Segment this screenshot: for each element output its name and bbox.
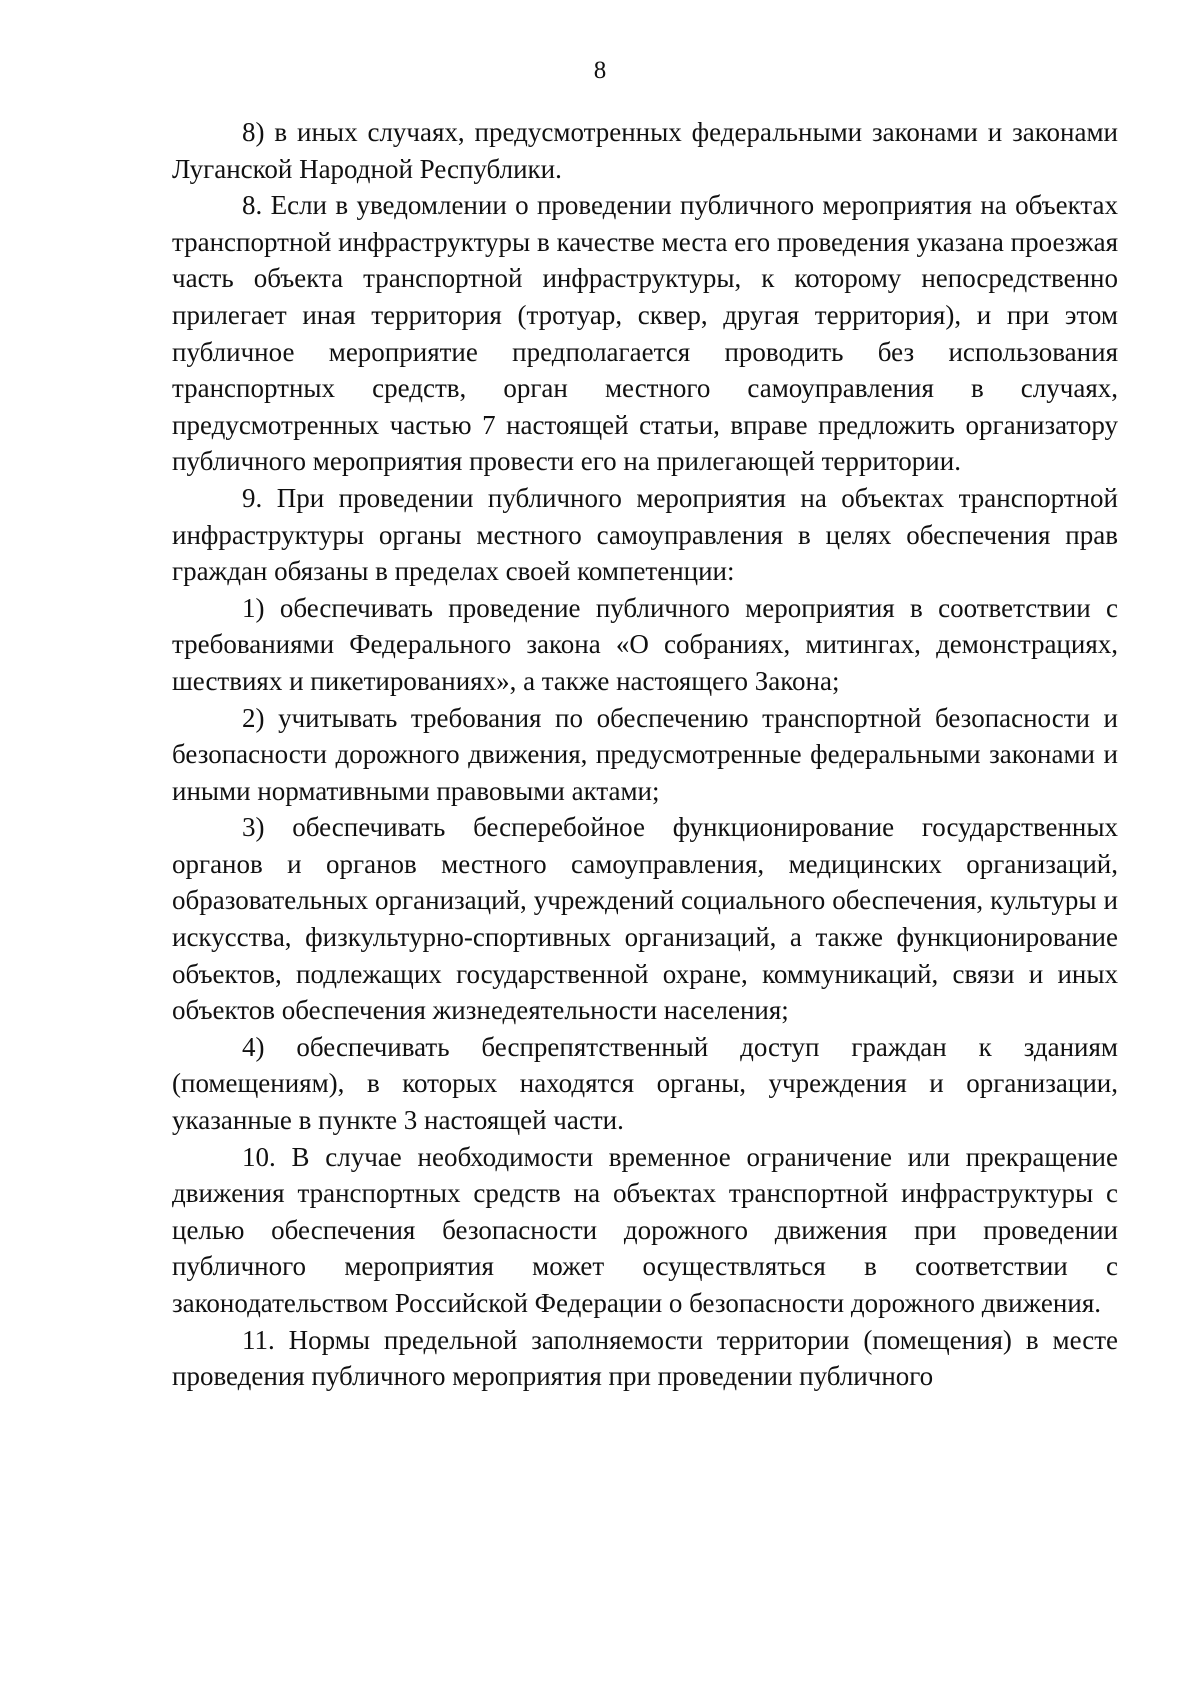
part-9-item-2: 2) учитывать требования по обеспечению транспортной безопасности и безопасности дорожного движения, предусмотренные федеральными законами и иными нормативными правовыми актами; — [172, 702, 1118, 806]
part-9-paragraph: 9. При проведении публичного мероприятия на объектах транспортной инфраструктуры органы местного самоуправления в целях обеспечения прав граждан обязаны в пределах своей компетенции: — [172, 482, 1118, 587]
part-8-paragraph: 8. Если в уведомлении о проведении публичного мероприятия на объектах транспортной инфраструктуры в качестве места его проведения указана проезжая часть объекта транспортной инфраструктуры, к которому непосредственно прилегает иная территория (тротуар, сквер, другая территория), и при этом публичное мероприятие предполагается проводить без использования транспортных средств, орган местного самоуправления в случаях, предусмотренных частью 7 настоящей статьи, вправе предложить организатору публичного мероприятия провести его на прилегающей территории. — [172, 190, 1118, 477]
part-9-item-3: 3) обеспечивать бесперебойное функционирование государственных органов и органов местного самоуправления, медицинских организаций, образовательных организаций, учреждений социального обеспечения, культуры и искусства, физкультурно-спортивных организаций, а также функционирование объектов, подлежащих государственной охране, коммуникаций, связи и иных объектов обеспечения жизнедеятельности населения; — [172, 812, 1118, 1026]
part-9-item-1: 1) обеспечивать проведение публичного мероприятия в соответствии с требованиями Федерального закона «О собраниях, митингах, демонстрациях, шествиях и пикетированиях», а также настоящего Закона; — [172, 592, 1118, 696]
part-11-paragraph: 11. Нормы предельной заполняемости территории (помещения) в месте проведения публичного мероприятия при проведении публичного — [172, 1324, 1118, 1392]
part-9-item-4: 4) обеспечивать беспрепятственный доступ граждан к зданиям (помещениям), в которых находятся органы, учреждения и организации, указанные в пункте 3 настоящей части. — [172, 1031, 1118, 1136]
item-8-other-cases: 8) в иных случаях, предусмотренных федеральными законами и законами Луганской Народной Республики. — [172, 117, 1118, 184]
document-body — [172, 114, 1118, 1395]
page-number: 8 — [593, 57, 607, 84]
part-10-paragraph: 10. В случае необходимости временное ограничение или прекращение движения транспортных средств на объектах транспортной инфраструктуры с целью обеспечения безопасности дорожного движения при проведении публичного мероприятия может осуществляться в соответствии с законодательством Российской Федерации о безопасности дорожного движения. — [172, 1141, 1118, 1318]
